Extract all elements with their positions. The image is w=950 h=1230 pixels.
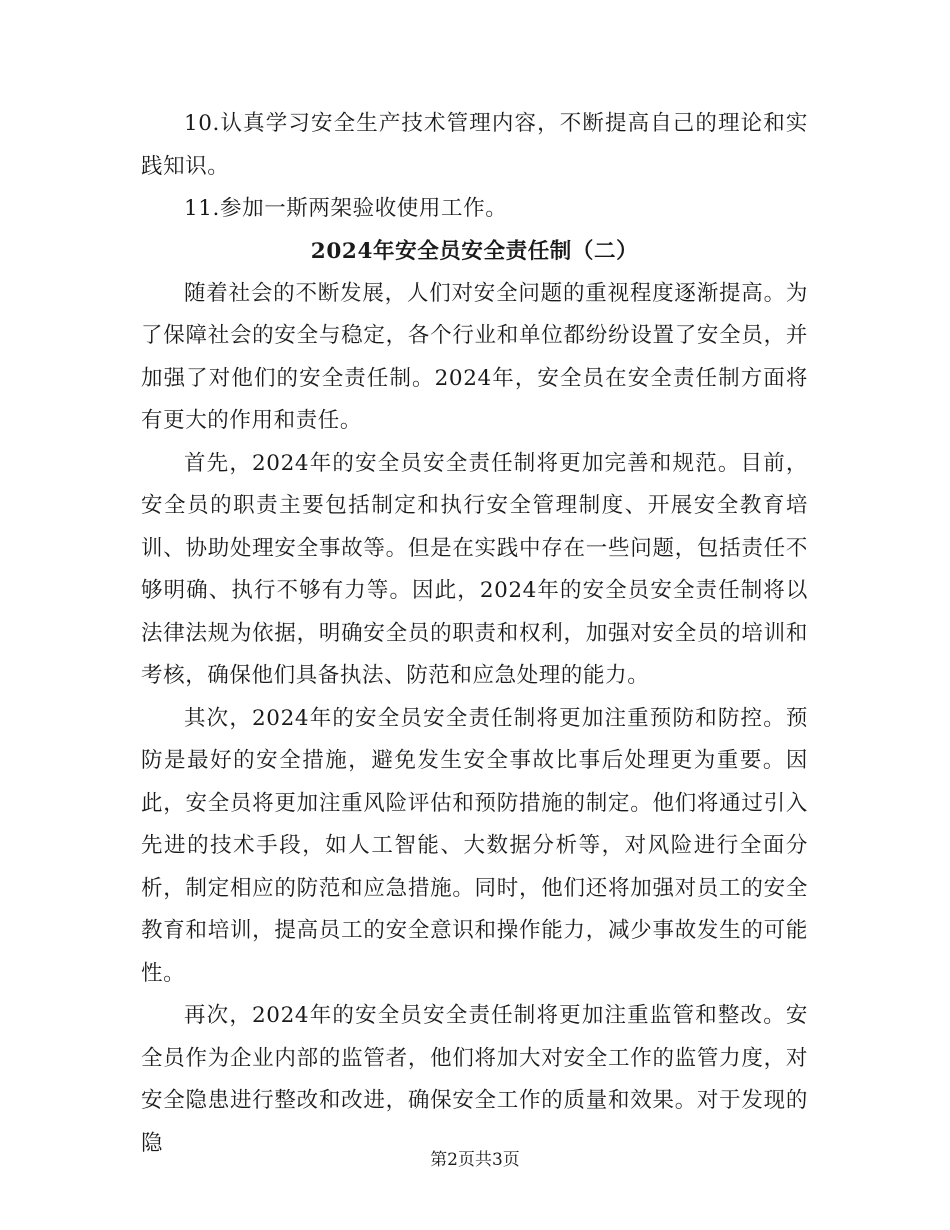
section-title: 2024年安全员安全责任制（二） <box>310 238 639 264</box>
paragraph-item-10: 10.认真学习安全生产技术管理内容，不断提高自己的理论和实践知识。 <box>141 111 808 179</box>
paragraph-third: 再次，2024年的安全员安全责任制将更加注重监管和整改。安全员作为企业内部的监管者，他们将加大对安全工作的监管力度，对安全隐患进行整改和改进，确保安全工作的质量和效果。对于发现的隐 <box>141 1003 808 1156</box>
paragraph-item-11: 11.参加一斯两架验收使用工作。 <box>184 196 508 221</box>
paragraph-intro: 随着社会的不断发展，人们对安全问题的重视程度逐渐提高。为了保障社会的安全与稳定，各个行业和单位都纷纷设置了安全员，并加强了对他们的安全责任制。2024年，安全员在安全责任制方面将有更大的作用和责任。 <box>141 280 808 433</box>
paragraph-second: 其次，2024年的安全员安全责任制将更加注重预防和防控。预防是最好的安全措施，避免发生安全事故比事后处理更为重要。因此，安全员将更加注重风险评估和预防措施的制定。他们将通过引入先进的技术手段，如人工智能、大数据分析等，对风险进行全面分析，制定相应的防范和应急措施。同时，他们还将加强对员工的安全教育和培训，提高员工的安全意识和操作能力，减少事故发生的可能性。 <box>141 705 808 986</box>
document-body <box>141 103 808 1165</box>
paragraph-first: 首先，2024年的安全员安全责任制将更加完善和规范。目前，安全员的职责主要包括制定和执行安全管理制度、开展安全教育培训、协助处理安全事故等。但是在实践中存在一些问题，包括责任不够明确、执行不够有力等。因此，2024年的安全员安全责任制将以法律法规为依据，明确安全员的职责和权利，加强对安全员的培训和考核，确保他们具备执法、防范和应急处理的能力。 <box>141 450 808 688</box>
page-number-footer: 第2页共3页 <box>430 1150 520 1170</box>
